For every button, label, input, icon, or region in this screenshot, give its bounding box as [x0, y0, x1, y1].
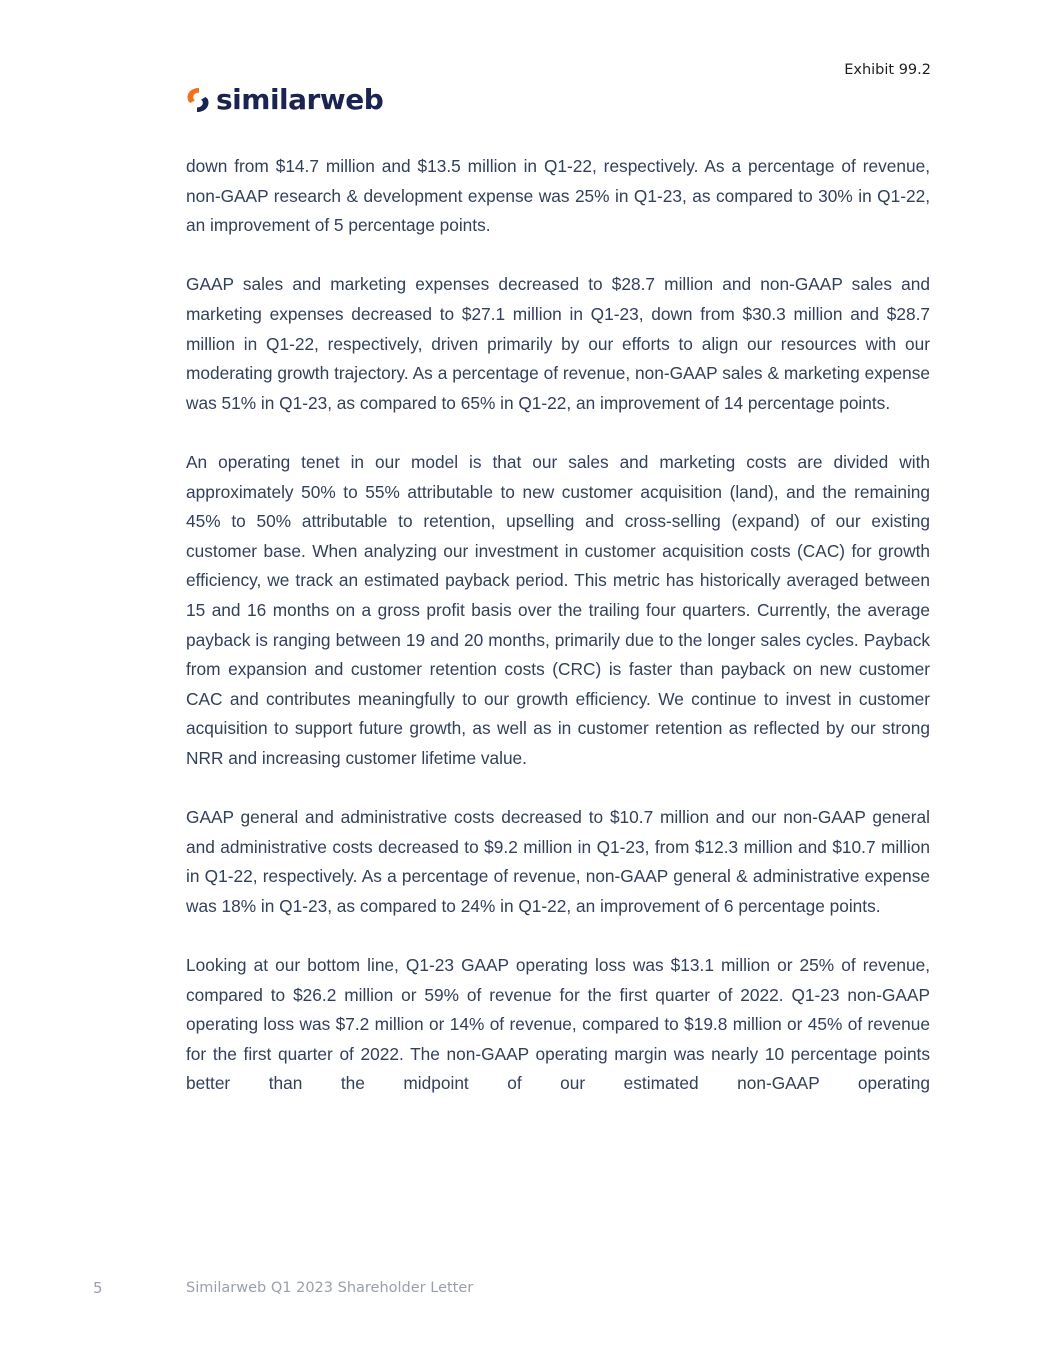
- paragraph-bottom-line: Looking at our bottom line, Q1-23 GAAP operating loss was $13.1 million or 25% of revenue, compared to $26.2 million or 59% of revenue for the first quarter of 2022. Q1-23 non-GAAP operating loss was $7.2 million or 14% of revenue, compared to $19.8 million or 45% of revenue for the first quarter of 2022. The non-GAAP operating margin was nearly 10 percentage points better than the midpoint of our estimated non-GAAP operating: [186, 955, 930, 1094]
- logo-wordmark: similarweb: [216, 83, 384, 116]
- footer-document-title: Similarweb Q1 2023 Shareholder Letter: [186, 1280, 474, 1296]
- page-number: 5: [93, 1279, 103, 1297]
- similarweb-logo-icon: [186, 87, 210, 113]
- letter-body: [186, 152, 930, 1099]
- paragraph-operating-tenet: An operating tenet in our model is that our sales and marketing costs are divided with approximately 50% to 55% attributable to new customer acquisition (land), and the remaining 45% to 50% attributable to retention, upselling and cross-selling (expand) of our existing customer base. When analyzing our investment in customer acquisition costs (CAC) for growth efficiency, we track an estimated payback period. This metric has historically averaged between 15 and 16 months on a gross profit basis over the trailing four quarters. Currently, the average payback is ranging between 19 and 20 months, primarily due to the longer sales cycles. Payback from expansion and customer retention costs (CRC) is faster than payback on new customer CAC and contributes meaningfully to our growth efficiency. We continue to invest in customer acquisition to support future growth, as well as in customer retention as reflected by our strong NRR and increasing customer lifetime value.: [186, 451, 930, 768]
- paragraph-sales-marketing: GAAP sales and marketing expenses decreased to $28.7 million and non-GAAP sales and marketing expenses decreased to $27.1 million in Q1-23, down from $30.3 million and $28.7 million in Q1-22, respectively, driven primarily by our efforts to align our resources with our moderating growth trajectory. As a percentage of revenue, non-GAAP sales & marketing expense was 51% in Q1-23, as compared to 65% in Q1-22, an improvement of 14 percentage points.: [186, 274, 930, 413]
- paragraph-rnd-expense: down from $14.7 million and $13.5 million in Q1-22, respectively. As a percentage of revenue, non-GAAP research & development expense was 25% in Q1-23, as compared to 30% in Q1-22, an improvement of 5 percentage points.: [186, 156, 930, 236]
- paragraph-general-admin: GAAP general and administrative costs decreased to $10.7 million and our non-GAAP general and administrative costs decreased to $9.2 million in Q1-23, from $12.3 million and $10.7 million in Q1-22, respectively. As a percentage of revenue, non-GAAP general & administrative expense was 18% in Q1-23, as compared to 24% in Q1-22, an improvement of 6 percentage points.: [186, 807, 930, 916]
- similarweb-logo: [186, 83, 384, 116]
- exhibit-label: Exhibit 99.2: [844, 62, 931, 78]
